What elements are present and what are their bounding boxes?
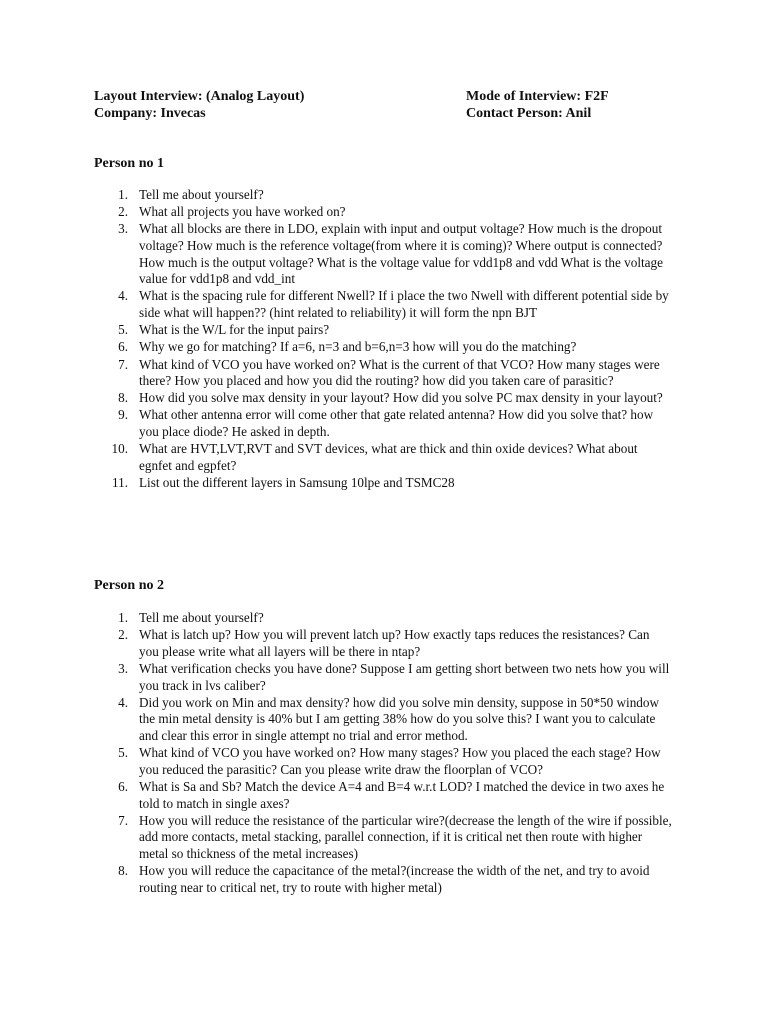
question-item bbox=[0, 661, 768, 694]
question-item bbox=[0, 288, 768, 321]
person-1-question-list bbox=[0, 187, 768, 492]
question-item bbox=[0, 627, 768, 660]
interview-type: Layout Interview: (Analog Layout) bbox=[94, 89, 305, 104]
question-item bbox=[0, 357, 768, 390]
question-number: 2. bbox=[118, 204, 128, 220]
question-item bbox=[0, 745, 768, 778]
contact-person: Contact Person: Anil bbox=[466, 106, 592, 121]
question-text: What is the spacing rule for different Nwell? If i place the two Nwell with different potential side by side what will happen?? (hint related to reliability) it will form the npn BJT bbox=[139, 288, 669, 320]
header-left bbox=[94, 88, 304, 122]
question-text: What all projects you have worked on? bbox=[139, 204, 346, 220]
question-number: 3. bbox=[118, 660, 128, 676]
header-right bbox=[466, 88, 609, 122]
question-number: 6. bbox=[118, 778, 128, 794]
question-text: What are HVT,LVT,RVT and SVT devices, what are thick and thin oxide devices? What about egnfet and egpfet? bbox=[139, 441, 638, 473]
person-2-question-list bbox=[0, 610, 768, 897]
question-number: 4. bbox=[118, 694, 128, 710]
question-number: 2. bbox=[118, 627, 128, 643]
question-item bbox=[0, 610, 768, 627]
interview-mode: Mode of Interview: F2F bbox=[466, 89, 609, 104]
question-item bbox=[0, 779, 768, 812]
question-item bbox=[0, 441, 768, 474]
question-number: 4. bbox=[118, 288, 128, 304]
question-number: 10. bbox=[111, 441, 128, 457]
question-text: List out the different layers in Samsung 10lpe and TSMC28 bbox=[139, 475, 455, 491]
question-item bbox=[0, 390, 768, 407]
question-number: 1. bbox=[118, 187, 128, 202]
question-item bbox=[0, 187, 768, 204]
question-number: 1. bbox=[118, 610, 128, 625]
question-text: What is Sa and Sb? Match the device A=4 and B=4 w.r.t LOD? I matched the device in two axes he told to match in single axes? bbox=[139, 778, 665, 811]
question-text: What kind of VCO you have worked on? What is the current of that VCO? How many stages were there? How you placed and how you did the routing? how did you taken care of parasitic? bbox=[139, 356, 660, 389]
question-number: 11. bbox=[112, 475, 128, 491]
question-number: 3. bbox=[118, 221, 128, 237]
question-text: What other antenna error will come other that gate related antenna? How did you solve that? how you place diode? He asked in depth. bbox=[139, 407, 654, 440]
question-item bbox=[0, 813, 768, 863]
question-item bbox=[0, 407, 768, 440]
question-text: What is the W/L for the input pairs? bbox=[139, 322, 330, 338]
question-text: How you will reduce the resistance of the particular wire?(decrease the length of the wire if possible, add more contacts, metal stacking, parallel connection, if it is critical net then route with higher metal so thickness of the metal increases) bbox=[139, 812, 672, 861]
question-item bbox=[0, 475, 768, 492]
question-item bbox=[0, 322, 768, 339]
person-2-heading: Person no 2 bbox=[94, 578, 164, 593]
question-item bbox=[0, 339, 768, 356]
company-name: Company: Invecas bbox=[94, 106, 206, 121]
question-item bbox=[0, 695, 768, 745]
question-text: What is latch up? How you will prevent latch up? How exactly taps reduces the resistances? Can you please write what all layers will be there in ntap? bbox=[139, 627, 650, 659]
person-1-heading: Person no 1 bbox=[94, 156, 164, 171]
question-text: How you will reduce the capacitance of the metal?(increase the width of the net, and try to avoid routing near to critical net, try to route with higher metal) bbox=[139, 863, 650, 895]
question-text: What all blocks are there in LDO, explain with input and output voltage? How much is the dropout voltage? How much is the reference voltage(from where it is coming)? Where output is connected? How much is the output voltage? What is the voltage value for vdd1p8 and vdd What is the voltage value for vdd1p8 and vdd_int bbox=[139, 221, 663, 287]
question-text: Tell me about yourself? bbox=[139, 187, 264, 202]
question-item bbox=[0, 204, 768, 221]
question-text: What kind of VCO you have worked on? How many stages? How you placed the each stage? How you reduced the parasitic? Can you please write draw the floorplan of VCO? bbox=[139, 745, 661, 777]
question-number: 9. bbox=[118, 407, 128, 423]
question-number: 5. bbox=[118, 745, 128, 761]
question-number: 7. bbox=[118, 356, 128, 372]
question-item bbox=[0, 863, 768, 896]
question-number: 7. bbox=[118, 812, 128, 828]
question-text: How did you solve max density in your layout? How did you solve PC max density in your layout? bbox=[139, 390, 663, 406]
question-number: 8. bbox=[118, 863, 128, 879]
question-item bbox=[0, 221, 768, 287]
question-number: 5. bbox=[118, 322, 128, 338]
question-text: Did you work on Min and max density? how did you solve min density, suppose in 50*50 window the min metal density is 40% but I am getting 38% how do you solve this? I want you to calculate and clear this error in single attempt no trial and error method. bbox=[139, 694, 660, 743]
question-number: 8. bbox=[118, 390, 128, 406]
question-text: Tell me about yourself? bbox=[139, 610, 264, 625]
question-text: Why we go for matching? If a=6, n=3 and b=6,n=3 how will you do the matching? bbox=[139, 339, 577, 355]
question-number: 6. bbox=[118, 339, 128, 355]
question-text: What verification checks you have done? Suppose I am getting short between two nets how you will you track in lvs caliber? bbox=[139, 660, 670, 693]
